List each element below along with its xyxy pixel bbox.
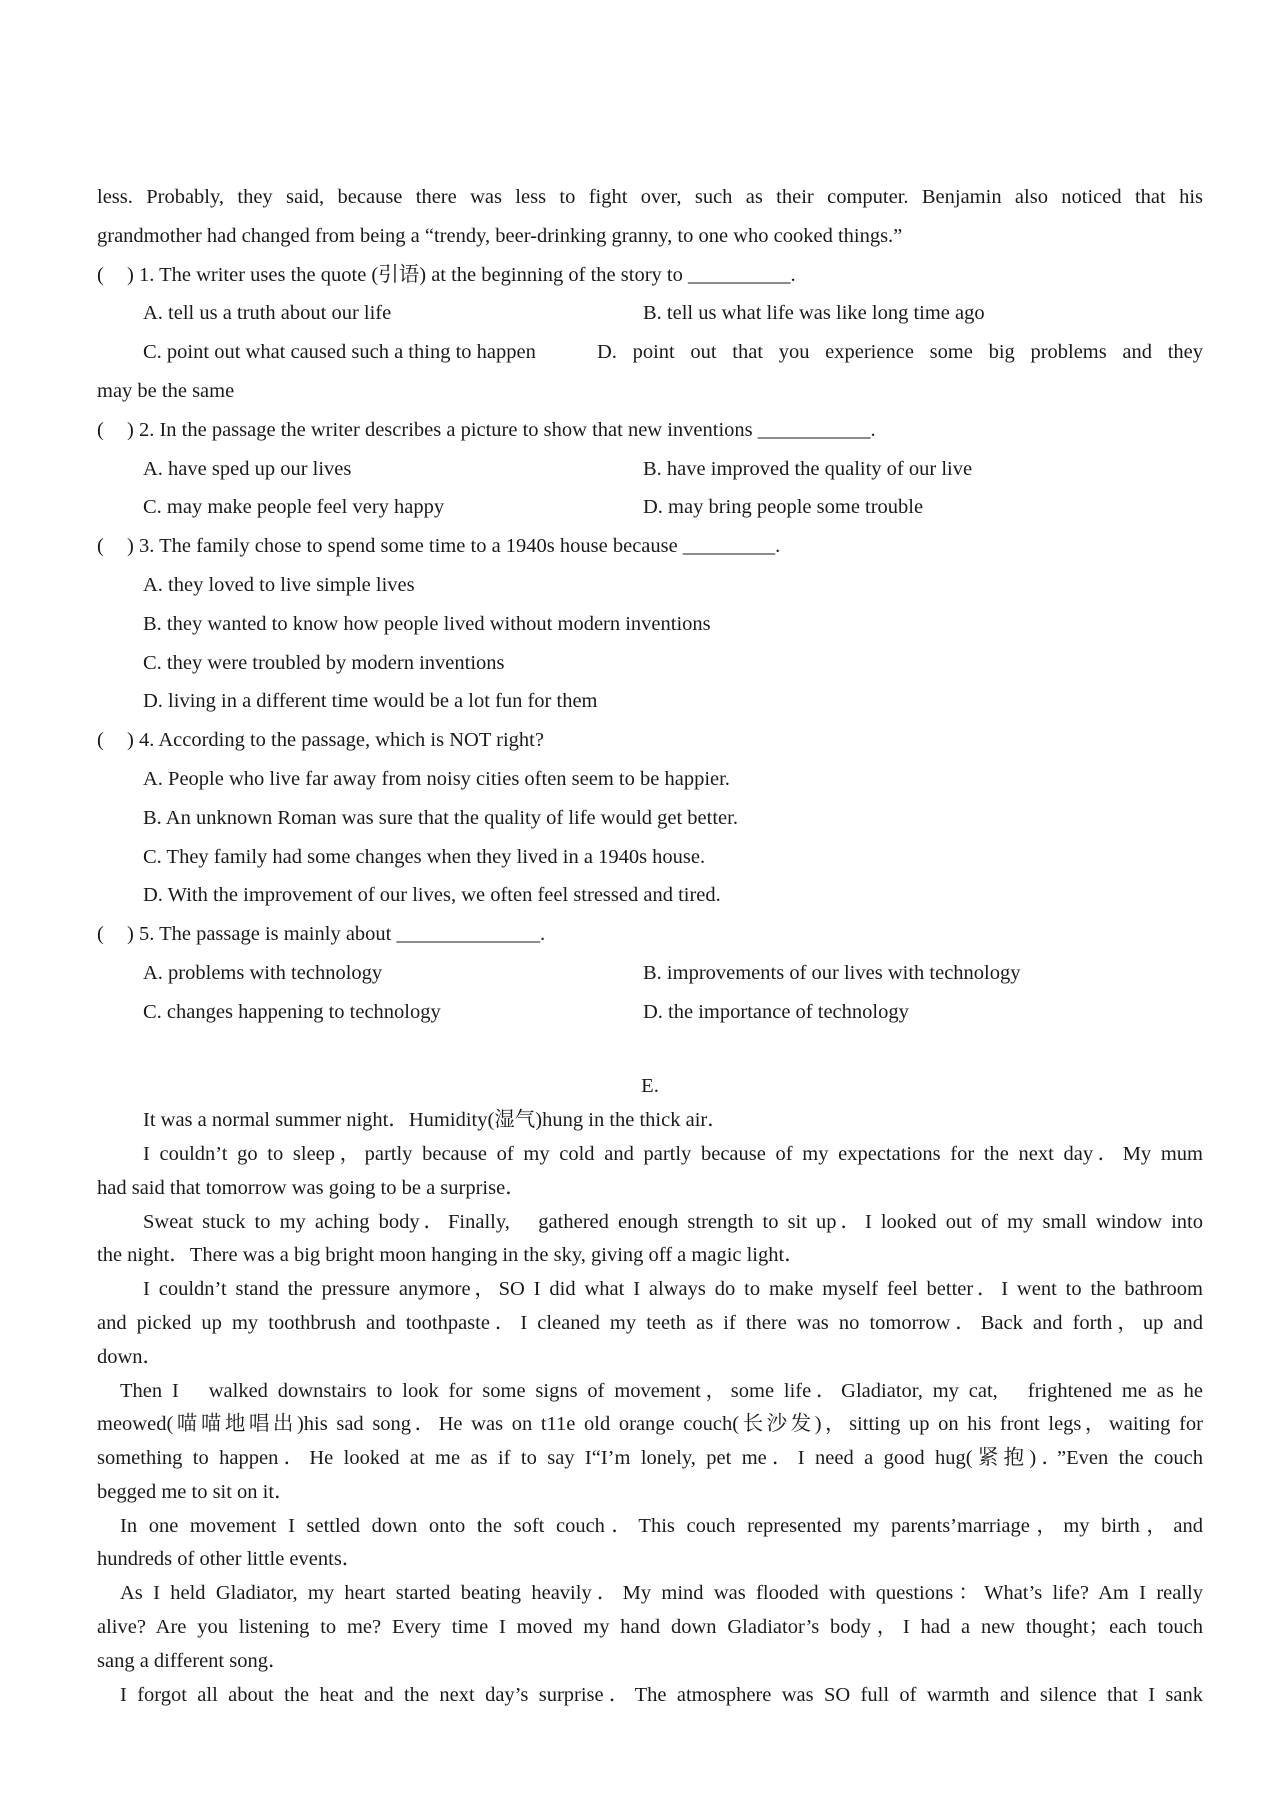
option-a: A. they loved to live simple lives: [143, 573, 415, 596]
option-b: B. have improved the quality of our live: [643, 457, 973, 480]
question-5-options-ab: [97, 954, 1203, 993]
passage-line: hundreds of other little events．: [97, 1548, 363, 1571]
passage-line: something to happen．He looked at me as if to say I“I’m lonely, pet me．I need a good hug(紧抱)．”Even the couch: [97, 1447, 1203, 1470]
option-c: C. point out what caused such a thing to happen: [143, 341, 536, 364]
passage-line: Then I walked downstairs to look for some signs of movement，some life．Gladiator, my cat, frightened me as he: [120, 1379, 1203, 1402]
option-b: B. they wanted to know how people lived without modern inventions: [143, 612, 711, 635]
section-e: [97, 1070, 1203, 1712]
passage-line: In one movement I settled down onto the soft couch．This couch represented my parents’marriage，my birth，and: [120, 1514, 1203, 1537]
question-5-options-cd: [97, 993, 1203, 1032]
option-a: A. tell us a truth about our life: [143, 302, 392, 325]
option-a: A. problems with technology: [143, 961, 383, 984]
option-c: C. changes happening to technology: [143, 1000, 441, 1023]
section-heading: E.: [641, 1075, 659, 1098]
passage-line: and picked up my toothbrush and toothpaste．I cleaned my teeth as if there was no tomorrow．Back and forth，up and: [97, 1311, 1203, 1334]
option-d-continuation: may be the same: [97, 379, 235, 402]
question-5-stem: ( ) 5. The passage is mainly about ______________.: [97, 915, 1203, 954]
passage-line: It was a normal summer night．Humidity(湿气)hung in the thick air．: [143, 1109, 728, 1132]
answer-paren[interactable]: (: [97, 923, 104, 946]
answer-paren[interactable]: (: [97, 418, 104, 441]
option-b: B. tell us what life was like long time ago: [643, 302, 985, 325]
passage-line: had said that tomorrow was going to be a surprise．: [97, 1176, 526, 1199]
option-d: D. may bring people some trouble: [643, 496, 924, 519]
option-d: D. point out that you experience some big problems and they: [597, 341, 1203, 364]
answer-paren[interactable]: (: [97, 263, 104, 286]
option-d: D. the importance of technology: [643, 1000, 909, 1023]
option-b: B. improvements of our lives with technology: [643, 961, 1021, 984]
passage-line: begged me to sit on it．: [97, 1480, 295, 1503]
question-2-options-cd: [97, 488, 1203, 527]
passage-line: Sweat stuck to my aching body．Finally, gathered enough strength to sit up．I looked out of my small window into: [143, 1210, 1203, 1233]
question-3-stem: ( ) 3. The family chose to spend some time to a 1940s house because _________.: [97, 527, 1203, 566]
intro-line: grandmother had changed from being a “trendy, beer-drinking granny, to one who cooked things.”: [97, 224, 903, 247]
passage-line: As I held Gladiator, my heart started beating heavily．My mind was flooded with questions：What’s life? Am I really: [120, 1582, 1203, 1605]
worksheet-page: [97, 178, 1203, 1712]
passage-line: sang a different song．: [97, 1649, 289, 1672]
option-a: A. have sped up our lives: [143, 457, 352, 480]
question-1-stem: ( ) 1. The writer uses the quote (引语) at the beginning of the story to __________.: [97, 256, 1203, 295]
answer-paren[interactable]: (: [97, 729, 104, 752]
passage-line: the night．There was a big bright moon hanging in the sky, giving off a magic light．: [97, 1244, 805, 1267]
question-2-options-ab: [97, 450, 1203, 489]
option-d: D. With the improvement of our lives, we often feel stressed and tired.: [143, 884, 721, 907]
question-1-options-cd: [97, 333, 1203, 372]
option-a: A. People who live far away from noisy cities often seem to be happier.: [143, 767, 730, 790]
passage-line: I couldn’t stand the pressure anymore，SO I did what I always do to make myself feel better．I went to the bathroom: [143, 1278, 1203, 1301]
intro-line: less. Probably, they said, because there was less to fight over, such as their computer. Benjamin also noticed that his: [97, 186, 1203, 208]
passage-line: alive? Are you listening to me? Every time I moved my hand down Gladiator’s body，I had a new thought；each touch: [97, 1616, 1203, 1639]
spacer: [97, 1032, 1203, 1071]
option-d: D. living in a different time would be a lot fun for them: [143, 690, 598, 713]
option-b: B. An unknown Roman was sure that the quality of life would get better.: [143, 806, 738, 829]
passage-line: I forgot all about the heat and the next day’s surprise．The atmosphere was SO full of warmth and silence that I sank: [120, 1683, 1203, 1706]
option-c: C. They family had some changes when they lived in a 1940s house.: [143, 845, 706, 868]
passage-line: down．: [97, 1345, 164, 1368]
answer-paren[interactable]: (: [97, 535, 104, 558]
question-4-stem: ( ) 4. According to the passage, which is NOT right?: [97, 721, 1203, 760]
question-2-stem: ( ) 2. In the passage the writer describes a picture to show that new inventions ___________.: [97, 411, 1203, 450]
option-c: C. may make people feel very happy: [143, 496, 445, 519]
passage-line: I couldn’t go to sleep，partly because of my cold and partly because of my expectations for the next day．My mum: [143, 1142, 1203, 1165]
question-1-options-ab: [97, 294, 1203, 333]
option-c: C. they were troubled by modern inventions: [143, 651, 505, 674]
passage-line: meowed(喵喵地唱出)his sad song．He was on t11e old orange couch(长沙发)，sitting up on his front legs，waiting for: [97, 1413, 1203, 1436]
